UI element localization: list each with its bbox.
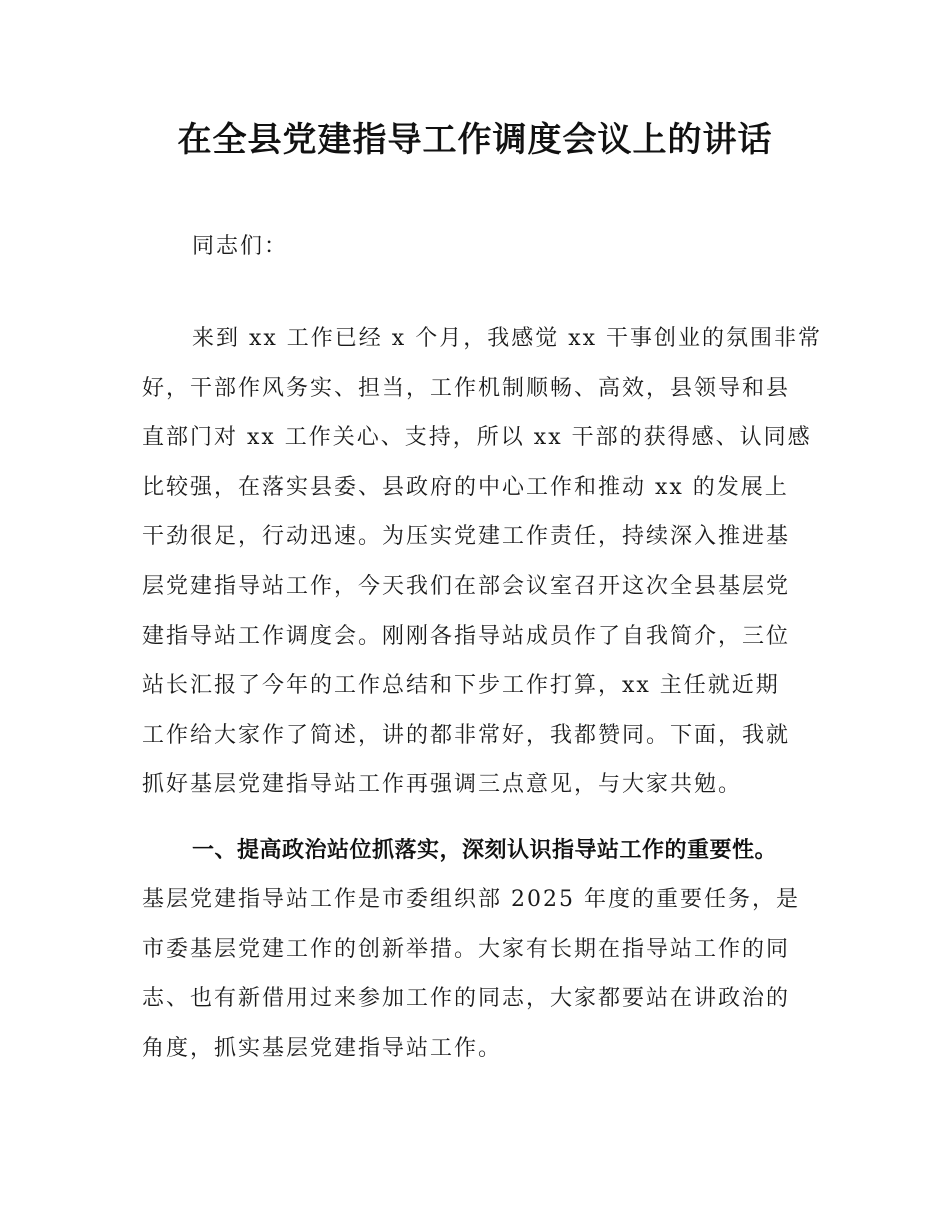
paragraph-1-line: 建指导站工作调度会。刚刚各指导站成员作了自我简介，三位 xyxy=(142,623,791,649)
paragraph-1-line: 站长汇报了今年的工作总结和下步工作打算，xx 主任就近期 xyxy=(142,673,780,699)
paragraph-1-line: 层党建指导站工作，今天我们在部会议室召开这次全县基层党 xyxy=(142,573,791,599)
paragraph-1-line: 工作给大家作了简述，讲的都非常好，我都赞同。下面，我就 xyxy=(142,722,791,748)
paragraph-1-line: 来到 xx 工作已经 x 个月，我感觉 xx 干事创业的氛围非常 xyxy=(192,326,822,351)
paragraph-1-line: 比较强，在落实县委、县政府的中心工作和推动 xx 的发展上 xyxy=(142,474,789,500)
paragraph-1-line: 干劲很足，行动迅速。为压实党建工作责任，持续深入推进基 xyxy=(142,524,791,550)
paragraph-1-line: 直部门对 xx 工作关心、支持，所以 xx 干部的获得感、认同感 xyxy=(142,425,812,451)
paragraph-1 xyxy=(142,314,822,810)
paragraph-1-line: 好，干部作风务实、担当，工作机制顺畅、高效，县领导和县 xyxy=(142,375,791,401)
paragraph-2-line: 基层党建指导站工作是市委组织部 2025 年度的重要任务，是 xyxy=(142,887,800,912)
paragraph-2-line: 志、也有新借用过来参加工作的同志，大家都要站在讲政治的 xyxy=(142,986,791,1012)
document-title: 在全县党建指导工作调度会议上的讲话 xyxy=(177,120,773,160)
paragraph-2-line: 角度，抓实基层党建指导站工作。 xyxy=(142,1035,503,1061)
paragraph-2 xyxy=(142,875,822,1073)
paragraph-1-line: 抓好基层党建指导站工作再强调三点意见，与大家共勉。 xyxy=(142,772,743,798)
salutation: 同志们： xyxy=(192,234,289,259)
section-1-heading: 一、提高政治站位抓落实，深刻认识指导站工作的重要性。 xyxy=(192,838,778,863)
paragraph-2-line: 市委基层党建工作的创新举措。大家有长期在指导站工作的同 xyxy=(142,936,791,962)
